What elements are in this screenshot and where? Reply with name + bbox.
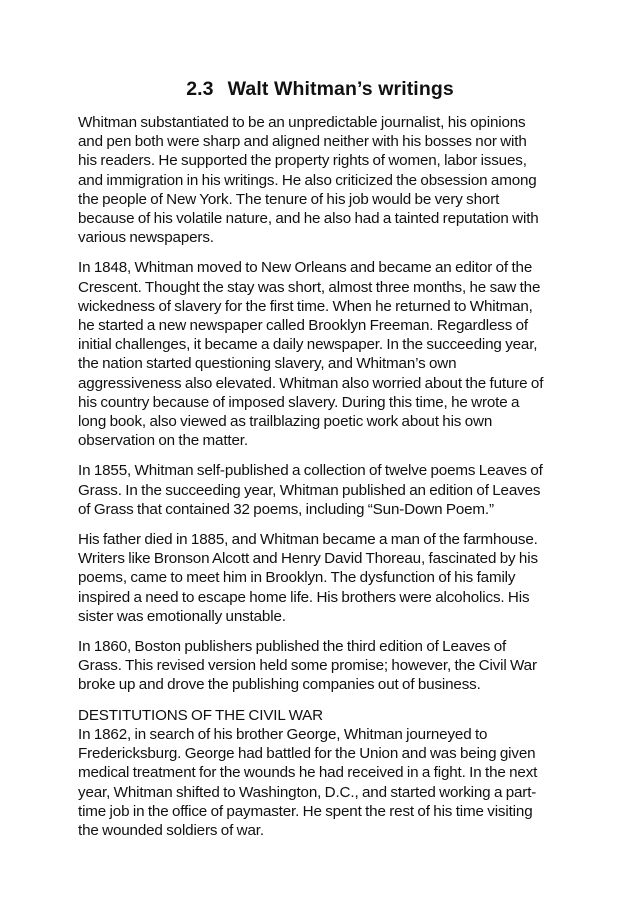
- text-line: Whitman substantiated to be an unpredictable journalist, his opinions: [78, 114, 526, 131]
- text-line: and immigration in his writings. He also criticized the obsession among: [78, 171, 537, 189]
- text-line: the nation started questioning slavery, and Whitman’s own: [78, 355, 457, 373]
- text-line: his country because of imposed slavery. During this time, he wrote a: [78, 393, 520, 411]
- text-line: Writers like Bronson Alcott and Henry David Thoreau, fascinated by his: [78, 550, 538, 568]
- text-line: Grass. This revised version held some promise; however, the Civil War: [78, 657, 537, 675]
- text-line: initial challenges, it became a daily newspaper. In the succeeding year,: [78, 336, 538, 354]
- text-line: Crescent. Thought the stay was short, almost three months, he saw the: [78, 278, 541, 296]
- text-line: he started a new newspaper called Brooklyn Freeman. Regardless of: [78, 317, 529, 335]
- text-line: aggressiveness also elevated. Whitman also worried about the future of: [78, 374, 544, 392]
- paragraph: [78, 113, 562, 247]
- text-line: year, Whitman shifted to Washington, D.C., and started working a part-: [78, 783, 537, 801]
- text-line: his readers. He supported the property rights of women, labor issues,: [78, 152, 527, 170]
- paragraph-civil-war: [78, 725, 562, 840]
- text-line: and pen both were sharp and aligned neither with his bosses nor with: [78, 133, 527, 151]
- section-number: 2.3: [186, 78, 214, 100]
- text-line: poems, came to meet him in Brooklyn. The dysfunction of his family: [78, 569, 516, 587]
- text-line: broke up and drove the publishing companies out of business.: [78, 676, 481, 694]
- text-line: His father died in 1885, and Whitman became a man of the farmhouse.: [78, 531, 538, 549]
- paragraph: [78, 258, 562, 450]
- text-line: because of his volatile nature, and he also had a tainted reputation with: [78, 210, 539, 228]
- text-line: In 1860, Boston publishers published the third edition of Leaves of: [78, 638, 507, 656]
- document-page: [78, 78, 562, 851]
- text-line: of Grass that contained 32 poems, including “Sun-Down Poem.”: [78, 500, 494, 518]
- section-heading: [78, 78, 562, 101]
- subheading-civil-war: DESTITUTIONS OF THE CIVIL WAR: [78, 706, 323, 724]
- text-line: wickedness of slavery for the first time. When he returned to Whitman,: [78, 297, 533, 315]
- text-line: In 1862, in search of his brother George, Whitman journeyed to: [78, 725, 488, 743]
- text-line: observation on the matter.: [78, 432, 248, 450]
- text-line: the wounded soldiers of war.: [78, 821, 264, 839]
- text-line: inspired a need to escape home life. His brothers were alcoholics. His: [78, 588, 530, 606]
- paragraphs: [78, 113, 562, 695]
- paragraph: [78, 637, 562, 695]
- text-line: sister was emotionally unstable.: [78, 607, 286, 625]
- paragraph: [78, 530, 562, 626]
- section-title: Walt Whitman’s writings: [227, 78, 454, 100]
- text-line: the people of New York. The tenure of his job would be very short: [78, 190, 500, 208]
- text-line: time job in the office of paymaster. He spent the rest of his time visiting: [78, 802, 533, 820]
- text-line: various newspapers.: [78, 229, 214, 247]
- paragraph: [78, 461, 562, 519]
- text-line: long book, also viewed as trailblazing poetic work about his own: [78, 413, 493, 431]
- text-line: medical treatment for the wounds he had received in a fight. In the next: [78, 764, 538, 782]
- text-line: Grass. In the succeeding year, Whitman published an edition of Leaves: [78, 481, 541, 499]
- text-line: In 1848, Whitman moved to New Orleans and became an editor of the: [78, 259, 533, 277]
- text-line: Fredericksburg. George had battled for the Union and was being given: [78, 745, 536, 763]
- text-line: In 1855, Whitman self-published a collection of twelve poems Leaves of: [78, 462, 543, 480]
